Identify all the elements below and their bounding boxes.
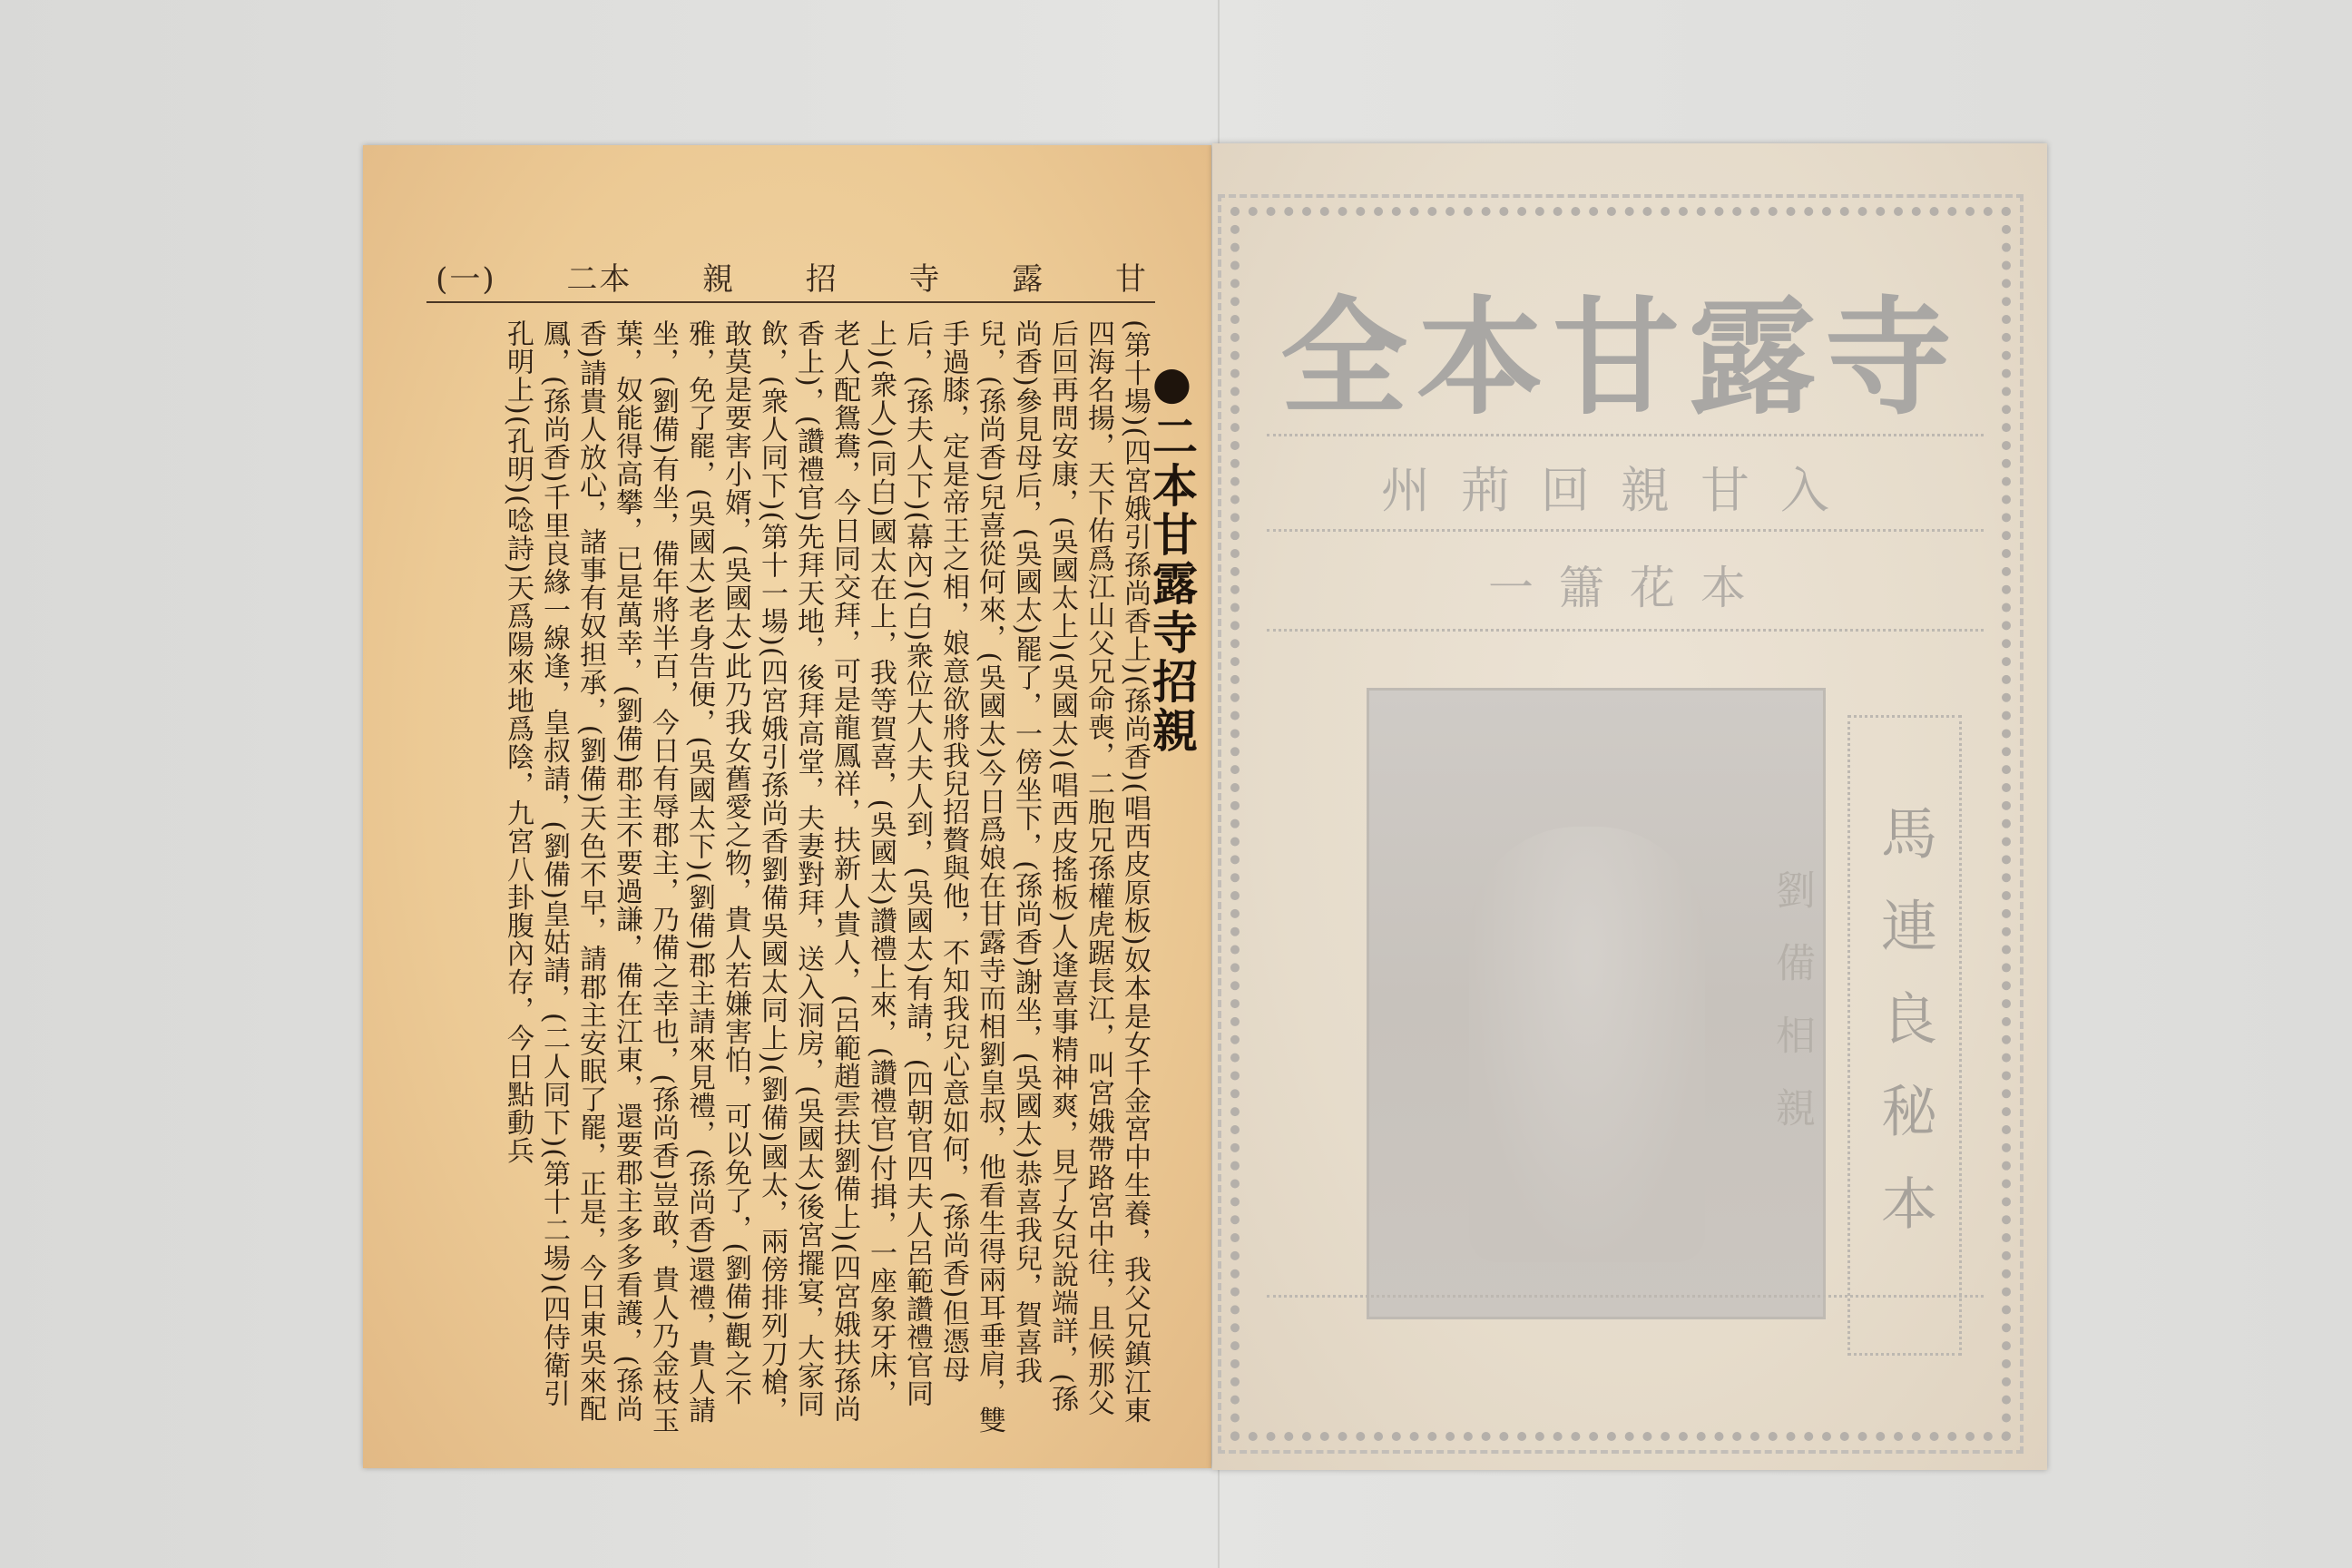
body-text-block — [417, 319, 1152, 1436]
left-page — [363, 145, 1211, 1468]
divider — [1267, 529, 1984, 532]
cover-photo — [1367, 688, 1826, 1319]
photo-figure — [1469, 827, 1705, 1262]
divider — [1267, 434, 1984, 436]
side-caption: 馬連良秘本 — [1847, 715, 1962, 1356]
section-title: ●二本甘露寺招親 — [1145, 356, 1199, 756]
running-head-char: 二本 — [566, 261, 632, 298]
cover-subtitle-2: 一簫花本 — [1488, 562, 1771, 614]
divider — [1267, 629, 1984, 632]
cover-title: 全本甘露寺 — [1280, 283, 1962, 433]
bottom-ornament-band — [1267, 1295, 1984, 1334]
running-head-char: 露 — [1012, 261, 1045, 298]
running-head-char: 招 — [805, 261, 838, 298]
running-head-char: 親 — [702, 261, 736, 298]
running-head-char: 寺 — [908, 261, 942, 298]
running-head — [436, 254, 1148, 299]
running-head-char: 甘 — [1115, 261, 1148, 298]
right-page-cover — [1212, 143, 2047, 1470]
body-text: (第十場)(四宮娥引孫尚香上)(孫尚香)(唱西皮原板)奴本是女千金宮中生養，我父兄鎮江東四海名揚，天下佑爲江山父兄命喪，二胞兄孫權虎踞長江，叫宮娥帶路宮中往，且候那父后回再問安康，(吳國太上)(吳國太)(唱西皮搖板)人逢喜事精神爽，見了女兒說端詳，(孫尚香)參見母后，(吳國太)罷了，一傍坐下，(孫尚香)謝坐，(吳國太)恭喜我兒，賀喜我兒，(孫尚香)兒喜從何來，(吳國太)今日爲娘在甘露寺而相劉皇叔，他看生得兩耳垂肩，雙手過膝，定是帝王之相，娘意欲將我兒招贅與他，不知我兒心意如何，(孫尚香)但憑母后，(孫夫人下)(幕內)(白)衆位大人夫人到，(吳國太)有請，(四朝官四夫人呂範讚禮官同上)(衆人)(同白)國太在上，我等賀喜，(吳國太)讚禮上來，(讚禮官)付揖，一座象牙床，老人配鴛鴦，今日同交拜，可是龍鳳祥，扶新人貴人，(呂範趙雲扶劉備上)(四宮娥扶孫尚香上)，(讚禮官)先拜天地，後拜高堂，夫妻對拜，送入洞房，(吳國太)後宮擺宴，大家同飲，(衆人同下)(第十一場)(四宮娥引孫尚香劉備吳國太同上)(劉備)國太，兩傍排列刀槍，敢莫是要害小婿，(吳國太)此乃我女舊愛之物，貴人若嫌害怕，可以免了，(劉備)觀之不雅，免了罷，(吳國太)老身告便，(吳國太下)(劉備)郡主請來見禮，(孫尚香)還禮，貴人請坐，(劉備)有坐，備年將半百，今日有辱郡主，乃備之幸也，(孫尚香)豈敢，貴人乃金枝玉葉，奴能得高攀，已是萬幸，(劉備)郡主不要過謙，備在江東，還要郡主多多看護，(孫尚香)請貴人放心，諸事有奴担承，(劉備)天色不早，請郡主安眠了罷，正是，今日東吳來配鳳，(孫尚香)千里良緣一線逢，皇叔請，(劉備)皇姑請，(二人同下)(第十二場)(四侍衛引孔明上)(孔明)(唸詩)天爲陽來地爲陰，九宮八卦腹內存，今日點動兵 — [502, 319, 1151, 1435]
header-rule — [426, 301, 1155, 303]
page-number: (一) — [436, 261, 496, 298]
photo-caption: 劉備相親 — [1769, 869, 1815, 1160]
cover-subtitle: 州荊回親甘入 — [1381, 462, 1860, 519]
